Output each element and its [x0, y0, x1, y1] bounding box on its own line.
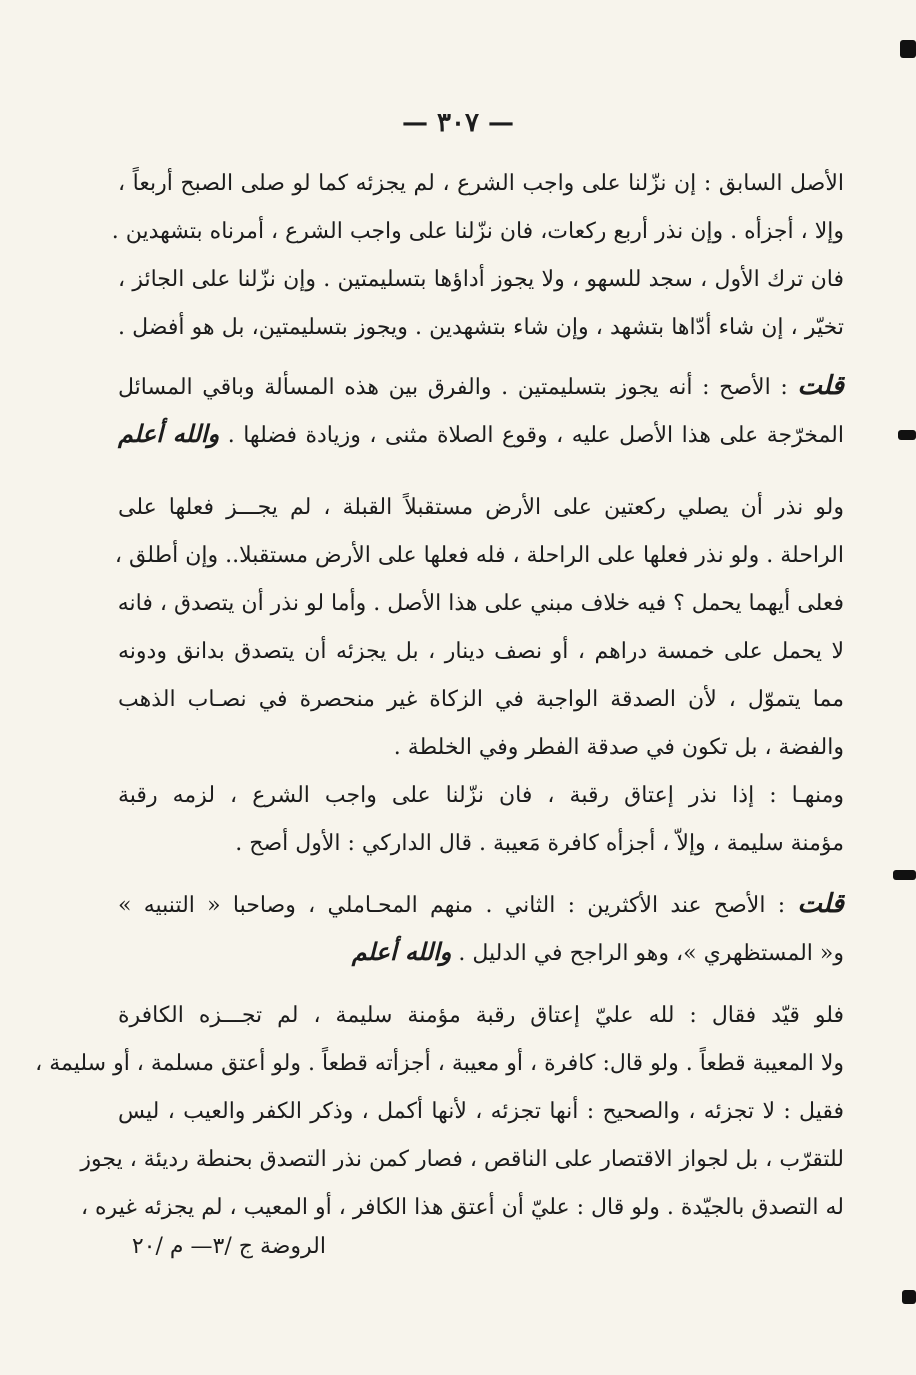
margin-mark: [893, 870, 916, 880]
text-line: [118, 410, 844, 458]
text-line: مما يتموّل ، لأن الصدقة الواجبة في الزكاة غير منحصرة في نصـاب الذهب: [118, 687, 844, 712]
paragraph-4: [35, 992, 844, 1232]
note-text: المخرّجة على هذا الأصل عليه ، وقوع الصلاة مثنى ، وزيادة فضلها .: [227, 423, 844, 448]
text-line: ولا المعيبة قطعاً . ولو قال: كافرة ، أو معيبة ، أجزأته قطعاً . ولو أعتق مسلمة ، أو سليمة ،: [35, 1051, 844, 1076]
page-number: — ٣٠٧ —: [401, 108, 515, 138]
paragraph-3: [118, 772, 844, 868]
margin-mark: [898, 430, 916, 440]
paragraph-2: [114, 484, 844, 772]
text-line: فعلى أيهما يحمل ؟ فيه خلاف مبني على هذا الأصل . وأما لو نذر أن يتصدق ، فانه: [117, 591, 844, 616]
text-line: ولو نذر أن يصلي ركعتين على الأرض مستقبلاً القبلة ، لم يجـــز فعلها على: [118, 495, 844, 520]
signature-mark: الروضة ج /٣— م /٢٠: [131, 1234, 326, 1259]
text-line: وإلا ، أجزأه . وإن نذر أربع ركعات، فان نزّلنا على واجب الشرع ، أمرناه بتشهدين .: [111, 219, 844, 244]
qult-note-2: [118, 880, 844, 976]
margin-mark: [900, 40, 916, 58]
paragraph-1: [111, 160, 844, 352]
text-line: ومنهـا : إذا نذر إعتاق رقبة ، فان نزّلنا على واجب الشرع ، لزمه رقبة: [118, 783, 844, 808]
qult-label: قلت: [797, 371, 844, 401]
text-line: فقيل : لا تجزئه ، والصحيح : أنها تجزئه ، لأنها أكمل ، وذكر الكفر والعيب ، ليس: [118, 1099, 844, 1124]
text-line: الراحلة . ولو نذر فعلها على الراحلة ، فله فعلها على الأرض مستقبلا.. وإن أطلق ،: [114, 543, 844, 568]
qult-note-1: [118, 362, 844, 458]
text-line: له التصدق بالجيّدة . ولو قال : عليّ أن أعتق هذا الكافر ، أو المعيب ، لم يجزئه غيره ،: [80, 1195, 844, 1220]
text-line: فلو قيّد فقال : لله عليّ إعتاق رقبة مؤمنة سليمة ، لم تجـــزه الكافرة: [118, 1003, 844, 1028]
text-line: الأصل السابق : إن نزّلنا على واجب الشرع ، لم يجزئه كما لو صلى الصبح أربعاً ،: [118, 171, 844, 196]
text-line: مؤمنة سليمة ، وإلاّ ، أجزأه كافرة مَعيبة . قال الداركي : الأول أصح .: [235, 831, 844, 856]
note-text: : الأصح عند الأكثرين : الثاني . منهم المحـاملي ، وصاحبا « التنبيه »: [118, 893, 786, 918]
text-line: للتقرّب ، بل لجواز الاقتصار على الناقص ، فصار كمن نذر التصدق بحنطة رديئة ، يجوز: [80, 1147, 844, 1172]
text-line: والفضة ، بل تكون في صدقة الفطر وفي الخلطة .: [393, 735, 844, 760]
margin-mark: [902, 1290, 916, 1304]
text-line: تخيّر ، إن شاء أدّاها بتشهد ، وإن شاء بتشهدين . ويجوز بتسليمتين، بل هو أفضل .: [118, 315, 844, 340]
text-line: [118, 928, 844, 976]
note-text: و« المستظهري »، وهو الراجح في الدليل .: [458, 941, 844, 966]
text-line: فان ترك الأول ، سجد للسهو ، ولا يجوز أداؤها بتسليمتين . وإن نزّلنا على الجائز ،: [118, 267, 844, 292]
text-line: [118, 362, 844, 410]
wallah-alam: والله أعلم: [118, 419, 220, 448]
text-line: لا يحمل على خمسة دراهم ، أو نصف دينار ، بل يجزئه أن يتصدق بدانق ودونه: [118, 639, 844, 664]
note-text: : الأصح : أنه يجوز بتسليمتين . والفرق بين هذه المسألة وباقي المسائل: [118, 375, 788, 400]
text-line: [118, 880, 844, 928]
wallah-alam: والله أعلم: [351, 937, 452, 966]
qult-label: قلت: [797, 889, 844, 919]
